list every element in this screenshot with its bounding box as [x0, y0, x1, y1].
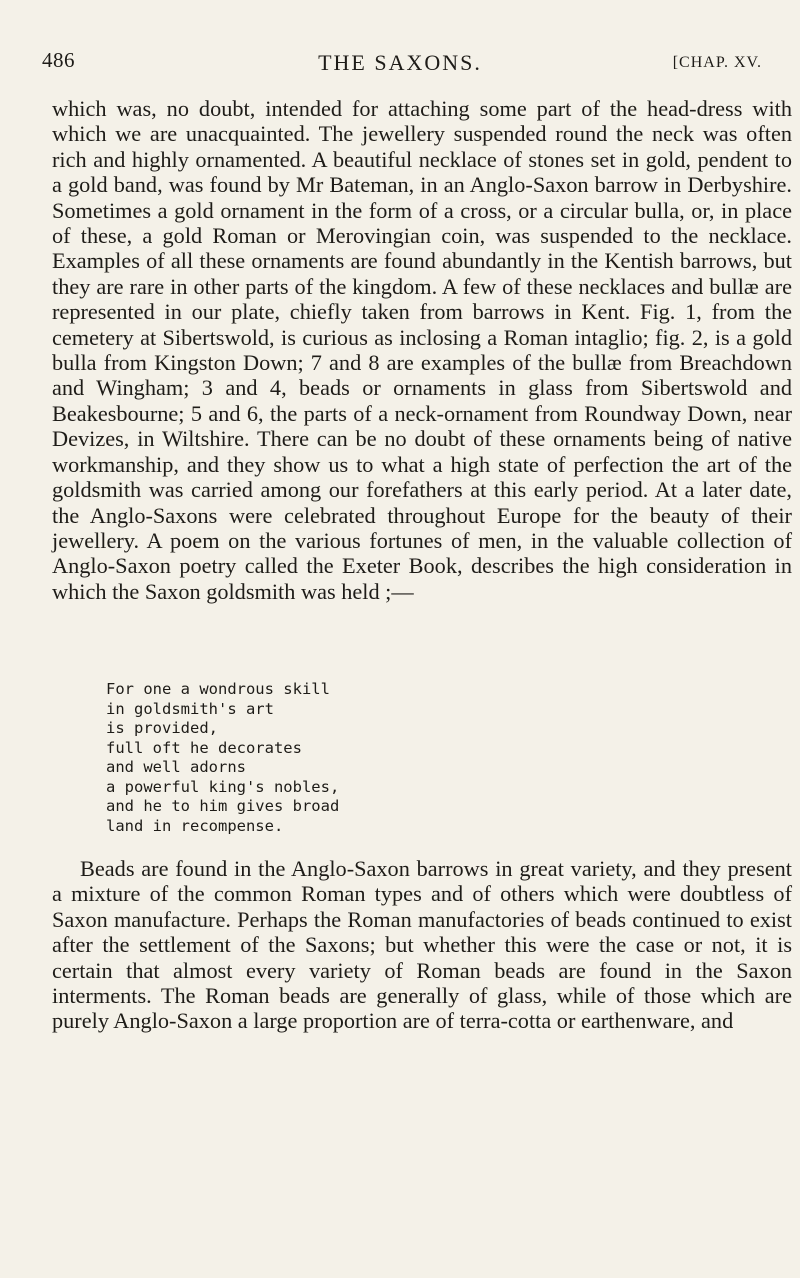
page-number: 486	[42, 48, 75, 72]
poem-line: For one a wondrous skill	[106, 680, 330, 698]
poem-line: is provided,	[106, 719, 218, 737]
poem-line: a powerful king's nobles,	[106, 777, 340, 796]
poem-line: in goldsmith's art	[106, 699, 274, 718]
poem-line: and he to him gives broad	[106, 797, 340, 815]
poem-line: full oft he decorates	[106, 738, 302, 757]
paragraph-1: which was, no doubt, intended for attaching some part of the head-dress with which we are unacquainted. The jewellery suspended round the neck was often rich and highly ornamented. A beautiful necklace of stones set in gold, pendent to a gold band, was found by Mr Bateman, in an Anglo-Saxon barrow in Derbyshire. Sometimes a gold ornament in the form of a cross, or a circular bulla, or, in place of these, a gold Roman or Merovingian coin, was suspended to the necklace. Examples of all these ornaments are found abundantly in the Kentish barrows, but they are rare in other parts of the kingdom. A few of these necklaces and bullæ are represented in our plate, chiefly taken from barrows in Kent. Fig. 1, from the cemetery at Sibertswold, is curious as inclosing a Roman intaglio; fig. 2, is a gold bulla from Kingston Down; 7 and 8 are examples of the bullæ from Breachdown and Wingham; 3 and 4, beads or ornaments in glass from Sibertswold and Beakesbourne; 5 and 6, the parts of a neck-ornament from Roundway Down, near Devizes, in Wiltshire. There can be no doubt of these ornaments being of native workmanship, and they show us to what a high state of perfection the art of the goldsmith was carried among our forefathers at this early period. At a later date, the Anglo-Saxons were celebrated throughout Europe for the beauty of their jewellery. A poem on the various fortunes of men, in the valuable collection of Anglo-Saxon poetry called the Exeter Book, describes the high consideration in which the Saxon goldsmith was held ;—	[52, 96, 792, 604]
paragraph-2: Beads are found in the Anglo-Saxon barrows in great variety, and they present a mixture of the common Roman types and of others which were doubtless of Saxon manufacture. Perhaps the Roman manufactories of beads continued to exist after the settlement of the Saxons; but whether this were the case or not, it is certain that almost every variety of Roman beads are found in the Saxon interments. The Roman beads are generally of glass, while of those which are purely Anglo-Saxon a large proportion are of terra-cotta or earthenware, and	[52, 856, 792, 1034]
poem-line: land in recompense.	[106, 816, 284, 835]
chapter-label: [CHAP. XV.	[672, 54, 762, 71]
poem-quote	[106, 680, 506, 836]
main-text	[52, 96, 792, 604]
main-text-continued	[52, 856, 792, 1034]
poem-line: and well adorns	[106, 758, 246, 776]
page-header	[0, 46, 800, 86]
running-title: THE SAXONS.	[318, 50, 482, 75]
